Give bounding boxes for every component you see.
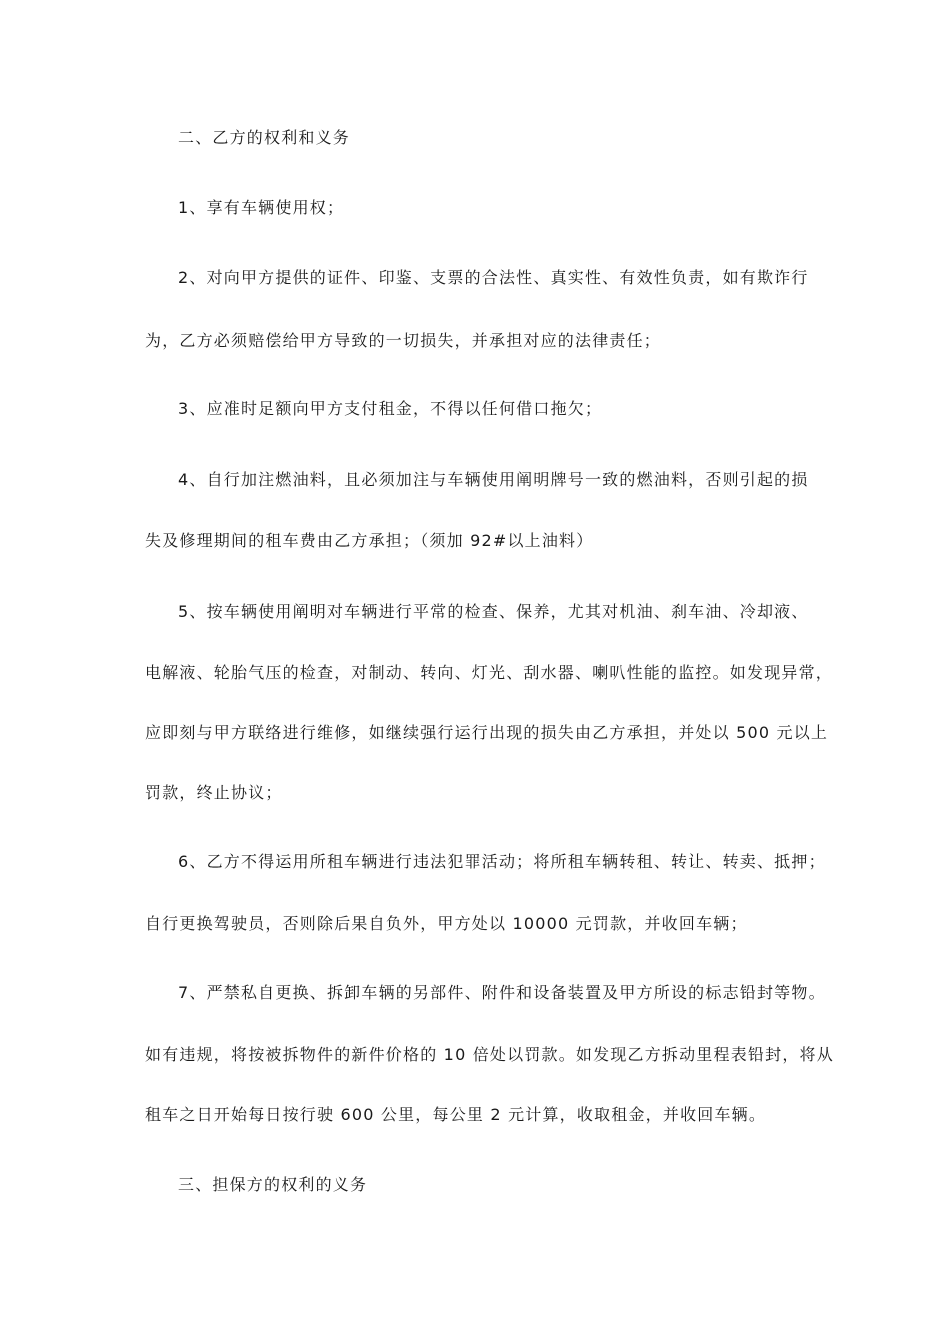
clause-2: 2、对向甲方提供的证件、印鉴、支票的合法性、真实性、有效性负责，如有欺诈行 <box>178 268 809 287</box>
clause-7: 7、严禁私自更换、拆卸车辆的另部件、附件和设备装置及甲方所设的标志铅封等物。 <box>178 983 826 1002</box>
clause-6: 6、乙方不得运用所租车辆进行违法犯罪活动；将所租车辆转租、转让、转卖、抵押； <box>178 852 826 871</box>
clause-2-continuation: 为，乙方必须赔偿给甲方导致的一切损失，并承担对应的法律责任； <box>145 331 662 350</box>
clause-3: 3、应准时足额向甲方支付租金，不得以任何借口拖欠； <box>178 399 603 418</box>
clause-1: 1、享有车辆使用权； <box>178 198 345 217</box>
clause-7-continuation: 租车之日开始每日按行驶 600 公里，每公里 2 元计算，收取租金，并收回车辆。 <box>145 1105 767 1124</box>
section-heading: 二、乙方的权利和义务 <box>178 128 351 147</box>
clause-6-continuation: 自行更换驾驶员，否则除后果自负外，甲方处以 10000 元罚款，并收回车辆； <box>145 914 748 933</box>
section-heading: 三、担保方的权利的义务 <box>178 1175 368 1194</box>
clause-4-continuation: 失及修理期间的租车费由乙方承担；（须加 92#以上油料） <box>145 531 594 550</box>
clause-5-continuation: 罚款，终止协议； <box>145 783 283 802</box>
clause-5-continuation: 应即刻与甲方联络进行维修，如继续强行运行出现的损失由乙方承担，并处以 500 元以上 <box>145 723 829 742</box>
clause-4: 4、自行加注燃油料，且必须加注与车辆使用阐明牌号一致的燃油料，否则引起的损 <box>178 470 809 489</box>
clause-7-continuation: 如有违规，将按被拆物件的新件价格的 10 倍处以罚款。如发现乙方拆动里程表铅封，将从 <box>145 1045 834 1064</box>
clause-5-continuation: 电解液、轮胎气压的检查，对制动、转向、灯光、刮水器、喇叭性能的监控。如发现异常， <box>145 663 834 682</box>
clause-5: 5、按车辆使用阐明对车辆进行平常的检查、保养，尤其对机油、刹车油、冷却液、 <box>178 602 809 621</box>
